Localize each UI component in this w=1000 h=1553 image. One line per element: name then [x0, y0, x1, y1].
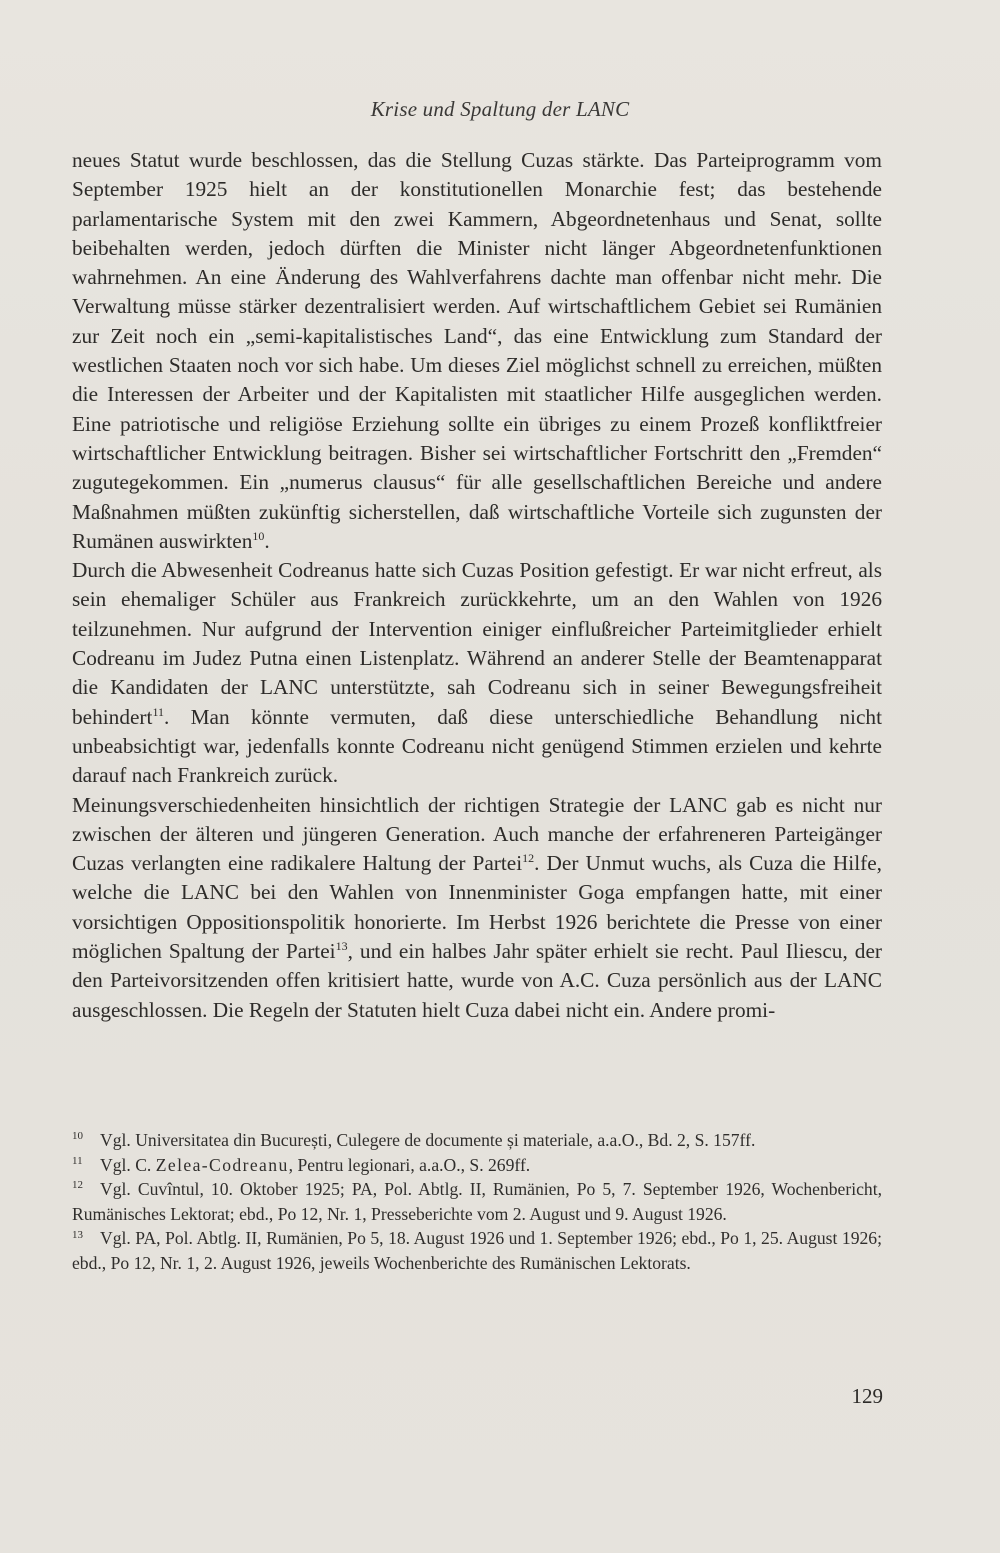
- footnote-text: Vgl. Cuvîntul, 10. Oktober 1925; PA, Pol. Abtlg. II, Rumänien, Po 5, 7. September 1926, Wochenbericht, Rumänisches Lektorat; ebd., Po 12, Nr. 1, Presseberichte vom 2. August und 9. August 1926.: [72, 1179, 882, 1224]
- text-run: Durch die Abwesenheit Codreanus hatte sich Cuzas Position gefestigt. Er war nicht erfreut, als sein ehemaliger Schüler aus Frankreich zurückkehrte, um an den Wahlen von 1926 teilzunehmen. Nur aufgrund der Intervention einiger einflußreicher Parteimitglieder erhielt Codreanu im Judez Putna einen Listenplatz. Während an anderer Stelle der Beamtenapparat die Kandidaten der LANC unterstützte, sah Codreanu sich in seiner Bewegungsfreiheit behindert: [72, 558, 882, 729]
- footnote-reference-13[interactable]: 13: [335, 938, 348, 953]
- footnote-13: 13 Vgl. PA, Pol. Abtlg. II, Rumänien, Po 5, 18. August 1926 und 1. September 1926; ebd., Po 1, 25. August 1926; ebd., Po 12, Nr. 1, 2. August 1926, jeweils Wochenberichte des Rumänischen Lektorats.: [72, 1228, 882, 1273]
- running-head: Krise und Spaltung der LANC: [370, 97, 630, 121]
- text-run: Meinungsverschiedenheiten hinsichtlich der richtigen Strategie der LANC gab es nicht nur zwischen der älteren und jüngeren Generation. Auch manche der erfahreneren Parteigänger Cuzas verlangten eine radikalere Haltung der Partei: [72, 792, 882, 876]
- text-run: . Der Unmut wuchs, als Cuza die Hilfe, welche die LANC bei den Wahlen von Innenminister Goga empfangen hatte, mit einer vorsichtigen Oppositionspolitik honorierte. Im Herbst 1926 berichtete die Presse von einer möglichen Spaltung der Partei: [72, 851, 882, 964]
- footnote-text: Vgl. Universitatea din București, Culegere de documente și materiale, a.a.O., Bd. 2, S. 157ff.: [100, 1130, 756, 1150]
- text-run: .: [264, 528, 270, 553]
- footnote-text: Vgl. C.: [100, 1154, 156, 1175]
- text-run: . Man könnte vermuten, daß diese unterschiedliche Behandlung nicht unbeabsichtigt war, jedenfalls konnte Codreanu nicht genügend Stimmen erzielen und kehrte darauf nach Frankreich zurück.: [72, 704, 882, 788]
- footnotes: [72, 1128, 882, 1276]
- text-run: , und ein halbes Jahr später erhielt sie recht. Paul Iliescu, der den Parteivorsitzenden offen kritisiert hatte, wurde von A.C. Cuza persönlich aus der LANC ausgeschlossen. Die Regeln der Statuten hielt Cuza dabei nicht ein. Andere promi-: [72, 939, 882, 1022]
- paragraph-3: [72, 791, 882, 1025]
- footnote-11: 11 Vgl. C. Zelea-Codreanu, Pentru legionari, a.a.O., S. 269ff.: [72, 1154, 531, 1175]
- author-name-spaced: Zelea-Codreanu: [155, 1154, 289, 1175]
- paragraph-2: [72, 556, 882, 790]
- paragraph-1: [72, 146, 882, 556]
- footnote-text: , Pentru legionari, a.a.O., S. 269ff.: [288, 1154, 531, 1175]
- footnote-10: 10 Vgl. Universitatea din București, Culegere de documente și materiale, a.a.O., Bd. 2, S. 157ff.: [72, 1130, 756, 1150]
- body-text: [72, 146, 882, 1025]
- text-run: neues Statut wurde beschlossen, das die Stellung Cuzas stärkte. Das Parteiprogramm vom September 1925 hielt an der konstitutionellen Monarchie fest; das bestehende parlamentarische System mit den zwei Kammern, Abgeordnetenhaus und Senat, sollte beibehalten werden, jedoch dürften die Minister nicht länger Abgeordnetenfunktionen wahrnehmen. An eine Änderung des Wahlverfahrens dachte man offenbar nicht mehr. Die Verwaltung müsse stärker dezentralisiert werden. Auf wirtschaftlichem Gebiet sei Rumänien zur Zeit noch ein „semi-kapitalistisches Land“, das eine Entwicklung zum Standard der westlichen Staaten noch vor sich habe. Um dieses Ziel möglichst schnell zu erreichen, müßten die Interessen der Arbeiter und der Kapitalisten mit staatlicher Hilfe ausgeglichen werden. Eine patriotische und religiöse Erziehung sollte ein übriges zu einem Prozeß konfliktfreier wirtschaftlicher Entwicklung beitragen. Bisher sei wirtschaftlicher Fortschritt den „Fremden“ zugutegekommen. Ein „numerus clausus“ für alle gesellschaftlichen Bereiche und andere Maßnahmen müßten zukünftig sicherstellen, daß wirtschaftliche Vorteile sich zugunsten der Rumänen auswirkten: [72, 148, 882, 553]
- footnote-text: Vgl. PA, Pol. Abtlg. II, Rumänien, Po 5, 18. August 1926 und 1. September 1926; ebd., Po 1, 25. August 1926; ebd., Po 12, Nr. 1, 2. August 1926, jeweils Wochenberichte des Rumänischen Lektorats.: [72, 1228, 882, 1273]
- page-number: 129: [851, 1384, 883, 1408]
- footnote-reference-12[interactable]: 12: [522, 851, 535, 866]
- footnote-12: 12 Vgl. Cuvîntul, 10. Oktober 1925; PA, Pol. Abtlg. II, Rumänien, Po 5, 7. September 1926, Wochenbericht, Rumänisches Lektorat; ebd., Po 12, Nr. 1, Presseberichte vom 2. August und 9. August 1926.: [72, 1179, 882, 1224]
- footnote-reference-11[interactable]: 11: [152, 704, 164, 719]
- footnote-reference-10[interactable]: 10: [252, 528, 265, 543]
